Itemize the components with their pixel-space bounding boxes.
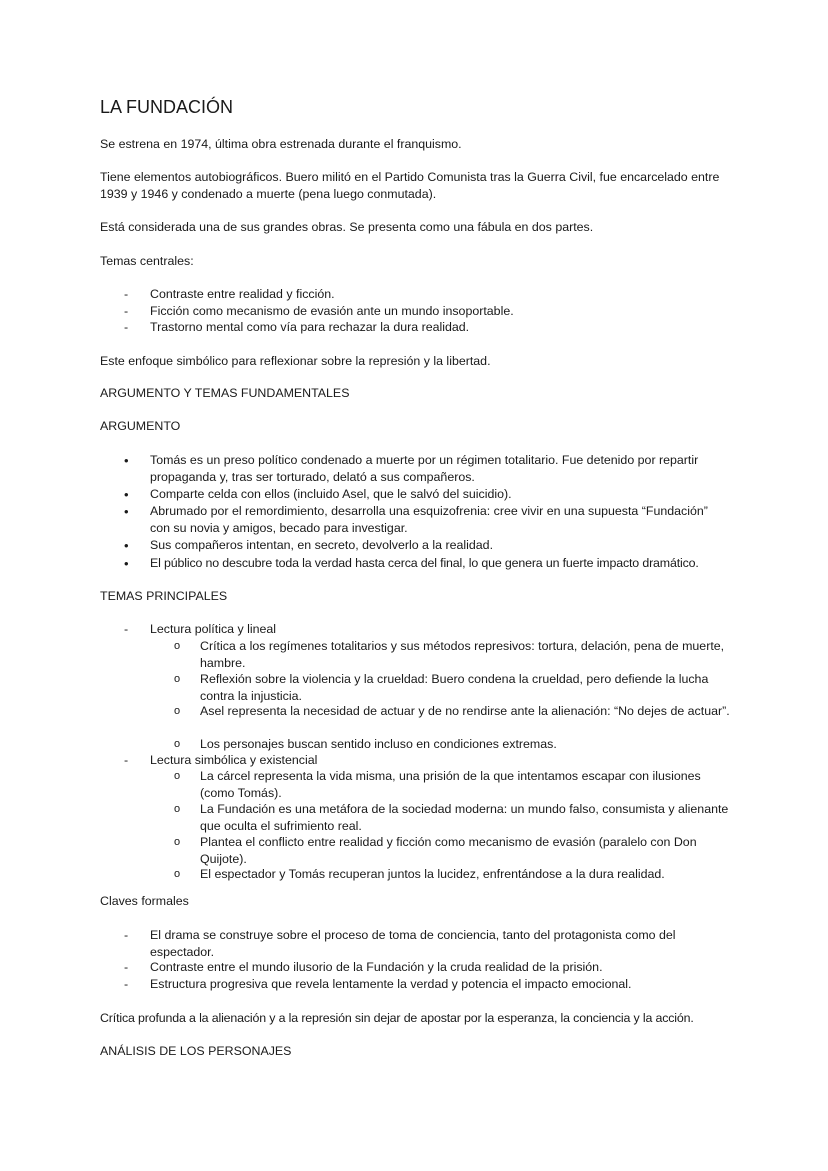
list-item-lectura-simbolica: Lectura simbólica y existencial	[150, 753, 318, 767]
circle-marker: o	[174, 803, 181, 815]
dash-marker: -	[124, 287, 129, 301]
sub-list-item: Plantea el conflicto entre realidad y ficción como mecanismo de evasión (paralelo con Don Quijote).	[200, 835, 697, 866]
list-item-lectura-politica: Lectura política y lineal	[150, 622, 277, 636]
circle-marker: o	[174, 738, 181, 750]
list-item: El drama se construye sobre el proceso de toma de conciencia, tanto del protagonista como del espectador.	[150, 928, 676, 959]
circle-marker: o	[174, 640, 181, 652]
sub-list-item: Asel representa la necesidad de actuar y de no rendirse ante la alienación: “No dejes de actuar”.	[200, 704, 730, 718]
dash-marker: -	[124, 304, 129, 318]
dash-marker: -	[124, 753, 129, 767]
section-heading: ANÁLISIS DE LOS PERSONAJES	[100, 1044, 292, 1058]
section-heading: TEMAS PRINCIPALES	[100, 589, 228, 603]
circle-marker: o	[174, 868, 181, 880]
intro-paragraph-1: Se estrena en 1974, última obra estrenada durante el franquismo.	[100, 137, 462, 151]
circle-marker: o	[174, 770, 181, 782]
bullet-marker: •	[124, 504, 129, 519]
list-item: Ficción como mecanismo de evasión ante un mundo insoportable.	[150, 304, 514, 318]
bullet-marker: •	[124, 556, 129, 571]
sub-list-item: Reflexión sobre la violencia y la crueldad: Buero condena la crueldad, pero defiende la lucha contra la injusticia.	[200, 672, 709, 703]
list-item: Contraste entre el mundo ilusorio de la Fundación y la cruda realidad de la prisión.	[150, 960, 603, 974]
bullet-marker: •	[124, 487, 129, 502]
section-heading: ARGUMENTO	[100, 419, 181, 433]
dash-marker: -	[124, 928, 129, 942]
dash-marker: -	[124, 960, 129, 974]
bullet-marker: •	[124, 538, 129, 553]
section-heading: Claves formales	[100, 894, 189, 908]
list-item: Tomás es un preso político condenado a muerte por un régimen totalitario. Fue detenido por repartir propaganda y, tras ser torturado, delató a sus compañeros.	[150, 453, 699, 484]
sub-list-item: Los personajes buscan sentido incluso en condiciones extremas.	[200, 737, 557, 751]
sub-list-item: El espectador y Tomás recuperan juntos la lucidez, enfrentándose a la dura realidad.	[200, 867, 665, 881]
sub-list-item: La cárcel representa la vida misma, una prisión de la que intentamos escapar con ilusiones (como Tomás).	[200, 769, 701, 800]
list-item: Comparte celda con ellos (incluido Asel, que le salvó del suicidio).	[150, 487, 512, 501]
intro-paragraph-3: Está considerada una de sus grandes obras. Se presenta como una fábula en dos partes.	[100, 220, 594, 234]
list-item: El público no descubre toda la verdad hasta cerca del final, lo que genera un fuerte impacto dramático.	[150, 556, 699, 570]
conclusion-paragraph: Crítica profunda a la alienación y a la represión sin dejar de apostar por la esperanza, la conciencia y la acción.	[100, 1011, 694, 1025]
section-heading: ARGUMENTO Y TEMAS FUNDAMENTALES	[100, 386, 350, 400]
circle-marker: o	[174, 673, 181, 685]
circle-marker: o	[174, 705, 181, 717]
intro-paragraph-2: Tiene elementos autobiográficos. Buero militó en el Partido Comunista tras la Guerra Civil, fue encarcelado entre 1939 y 1946 y condenado a muerte (pena luego conmutada).	[100, 170, 720, 201]
list-item: Contraste entre realidad y ficción.	[150, 287, 335, 301]
circle-marker: o	[174, 836, 181, 848]
dash-marker: -	[124, 622, 129, 636]
list-item: Trastorno mental como vía para rechazar la dura realidad.	[150, 320, 470, 334]
enfoque-paragraph: Este enfoque simbólico para reflexionar sobre la represión y la libertad.	[100, 354, 491, 368]
dash-marker: -	[124, 977, 129, 991]
page-title: LA FUNDACIÓN	[100, 97, 234, 117]
list-item: Estructura progresiva que revela lentamente la verdad y potencia el impacto emocional.	[150, 977, 632, 991]
sub-list-item: La Fundación es una metáfora de la sociedad moderna: un mundo falso, consumista y alienante que oculta el sufrimiento real.	[200, 802, 729, 833]
temas-centrales-label: Temas centrales:	[100, 254, 194, 268]
list-item: Sus compañeros intentan, en secreto, devolverlo a la realidad.	[150, 538, 494, 552]
bullet-marker: •	[124, 453, 129, 468]
sub-list-item: Crítica a los regímenes totalitarios y sus métodos represivos: tortura, delación, pena de muerte, hambre.	[200, 639, 725, 670]
list-item: Abrumado por el remordimiento, desarrolla una esquizofrenia: cree vivir en una supuesta “Fundación” con su novia y amigos, becado para investigar.	[150, 504, 708, 535]
dash-marker: -	[124, 320, 129, 334]
